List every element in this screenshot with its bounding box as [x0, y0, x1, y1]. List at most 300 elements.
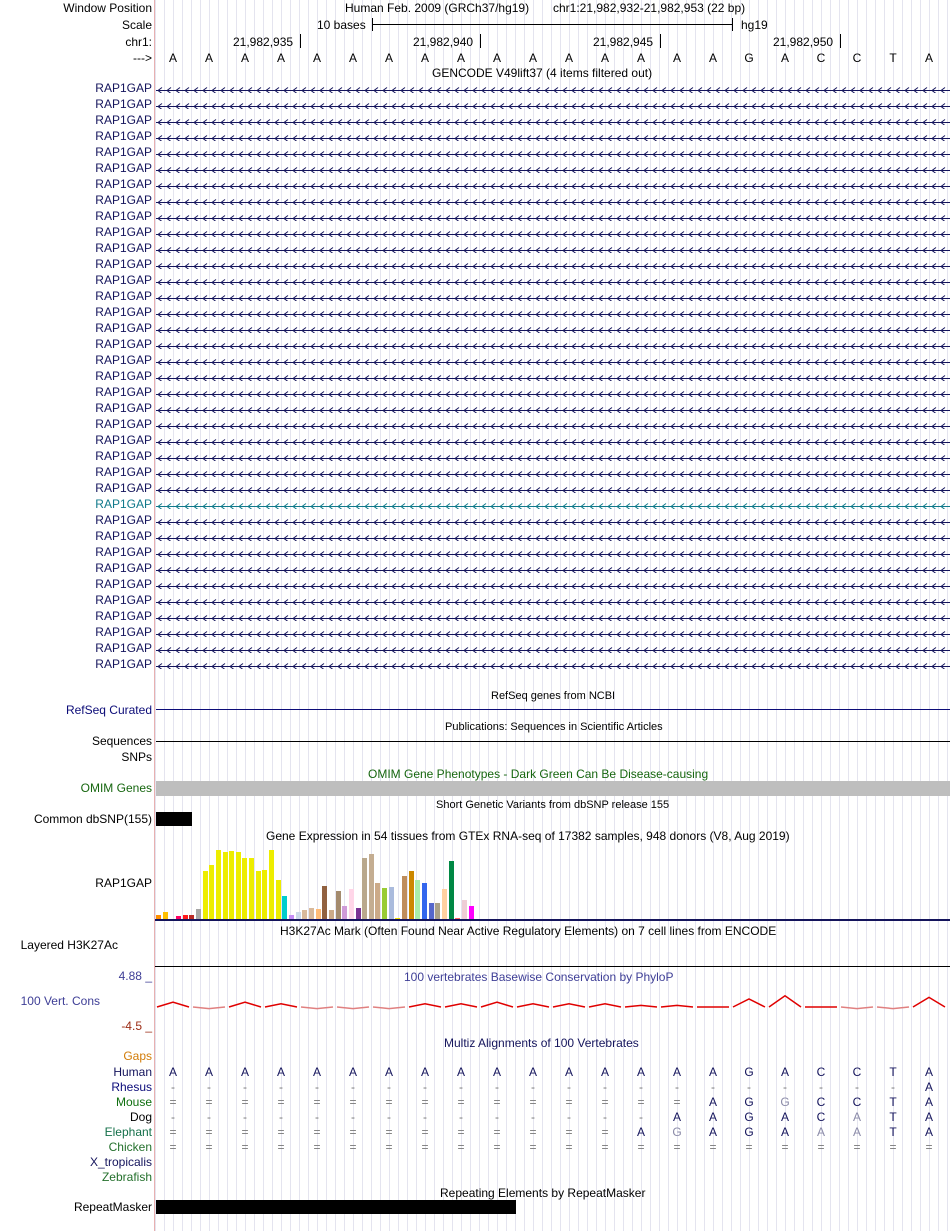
alignment-cell: A — [924, 1110, 933, 1124]
gene-intron-line[interactable] — [156, 372, 950, 381]
gtex-tissue-bar[interactable] — [415, 880, 420, 919]
alignment-cell: = — [421, 1125, 429, 1139]
gene-intron-line[interactable] — [156, 356, 950, 365]
gene-label[interactable]: RAP1GAP — [95, 625, 152, 639]
gtex-gene-label[interactable]: RAP1GAP — [95, 876, 152, 890]
alignment-cell: A — [924, 1095, 933, 1109]
alignment-cell: A — [204, 1065, 213, 1079]
gene-intron-line[interactable] — [156, 388, 950, 397]
base-letter: C — [816, 51, 826, 65]
gtex-tissue-bar[interactable] — [409, 871, 414, 919]
gene-label[interactable]: RAP1GAP — [95, 321, 152, 335]
gtex-tissue-bar[interactable] — [223, 852, 228, 919]
gtex-tissue-bar[interactable] — [349, 889, 354, 919]
dbsnp-label[interactable]: Common dbSNP(155) — [33, 812, 152, 826]
alignment-cell: A — [492, 1065, 501, 1079]
alignment-cell: A — [600, 1065, 609, 1079]
gene-intron-line[interactable] — [156, 164, 950, 173]
alignment-cell: C — [816, 1065, 826, 1079]
alignment-cell: = — [349, 1140, 357, 1154]
conservation-min-label: -4.5 _ — [121, 1019, 152, 1033]
alignment-cell: = — [673, 1095, 681, 1109]
alignment-cell: = — [457, 1140, 465, 1154]
alignment-cell: - — [207, 1080, 211, 1094]
alignment-cell: - — [711, 1080, 715, 1094]
tick-mark-2 — [480, 34, 481, 48]
omim-label[interactable]: OMIM Genes — [80, 781, 152, 795]
alignment-cell: A — [708, 1065, 717, 1079]
gene-label[interactable]: RAP1GAP — [95, 209, 152, 223]
tick-label-4: 21,982,950 — [773, 35, 834, 49]
gtex-tissue-bar[interactable] — [435, 903, 440, 919]
gene-label[interactable]: RAP1GAP — [95, 385, 152, 399]
alignment-cell: - — [351, 1080, 355, 1094]
gene-intron-line[interactable] — [156, 116, 950, 125]
alignment-cell: - — [567, 1080, 571, 1094]
repeatmasker-track-title: Repeating Elements by RepeatMasker — [440, 1186, 646, 1200]
alignment-cell: T — [889, 1065, 897, 1079]
alignment-cell: = — [781, 1140, 789, 1154]
gtex-tissue-bar[interactable] — [369, 854, 374, 919]
gene-label[interactable]: RAP1GAP — [95, 81, 152, 95]
alignment-cell: A — [348, 1065, 357, 1079]
alignment-cell: - — [243, 1080, 247, 1094]
gtex-tissue-bar[interactable] — [276, 880, 281, 919]
gtex-baseline — [155, 919, 950, 921]
alignment-cell: = — [493, 1125, 501, 1139]
refseq-track-title: RefSeq genes from NCBI — [491, 690, 616, 702]
alignment-cell: - — [171, 1080, 175, 1094]
alignment-cell: - — [639, 1080, 643, 1094]
gene-intron-line[interactable] — [156, 532, 950, 541]
alignment-cell: - — [315, 1110, 319, 1124]
gene-label[interactable]: RAP1GAP — [95, 305, 152, 319]
scale-label: Scale — [121, 18, 152, 32]
gene-label[interactable]: RAP1GAP — [95, 273, 152, 287]
alignment-cell: = — [601, 1095, 609, 1109]
chromosome-label: chr1: — [125, 35, 152, 49]
sequences-line[interactable] — [156, 741, 950, 742]
gtex-tissue-bar[interactable] — [309, 908, 314, 919]
gtex-tissue-bar[interactable] — [375, 883, 380, 919]
multiz-track-title: Multiz Alignments of 100 Vertebrates — [444, 1036, 639, 1050]
alignment-cell: G — [744, 1095, 754, 1109]
gene-label[interactable]: RAP1GAP — [95, 129, 152, 143]
gene-label[interactable]: RAP1GAP — [95, 641, 152, 655]
gene-intron-line[interactable] — [156, 324, 950, 333]
gene-label[interactable]: RAP1GAP — [95, 657, 152, 671]
alignment-cell: = — [745, 1140, 753, 1154]
gene-label[interactable]: RAP1GAP — [95, 225, 152, 239]
alignment-cell: A — [924, 1080, 933, 1094]
gtex-tissue-bar[interactable] — [236, 852, 241, 919]
phylop-score-mark — [841, 1007, 873, 1009]
phylop-score-mark — [481, 1002, 513, 1007]
gene-intron-line[interactable] — [156, 276, 950, 285]
alignment-cell: A — [312, 1065, 321, 1079]
gene-label[interactable]: RAP1GAP — [95, 369, 152, 383]
gtex-tissue-bar[interactable] — [336, 891, 341, 919]
alignment-cell: = — [457, 1125, 465, 1139]
alignment-cell: = — [349, 1095, 357, 1109]
gene-label[interactable]: RAP1GAP — [95, 593, 152, 607]
species-label: Elephant — [104, 1125, 152, 1139]
gtex-tissue-bar[interactable] — [262, 870, 267, 919]
alignment-cell: = — [349, 1125, 357, 1139]
gene-label[interactable]: RAP1GAP — [95, 577, 152, 591]
gtex-tissue-bar[interactable] — [462, 900, 467, 919]
alignment-cell: - — [171, 1110, 175, 1124]
window-position-label: Window Position — [63, 1, 152, 15]
gaps-label: Gaps — [123, 1049, 152, 1063]
dbsnp-variant-block[interactable] — [156, 812, 192, 826]
refseq-label[interactable]: RefSeq Curated — [65, 703, 152, 717]
alignment-cell: A — [168, 1065, 177, 1079]
gene-intron-line[interactable] — [156, 516, 950, 525]
gene-intron-line[interactable] — [156, 148, 950, 157]
alignment-cell: C — [852, 1065, 862, 1079]
alignment-cell: A — [780, 1125, 789, 1139]
repeat-element-block[interactable] — [156, 1200, 516, 1214]
gene-label[interactable]: RAP1GAP — [95, 545, 152, 559]
alignment-cell: = — [313, 1140, 321, 1154]
alignment-cell: = — [277, 1140, 285, 1154]
scale-text: 10 bases — [317, 18, 366, 32]
snps-label[interactable]: SNPs — [121, 750, 152, 764]
tick-label-3: 21,982,945 — [593, 35, 654, 49]
species-label: Dog — [129, 1110, 152, 1124]
gene-intron-line[interactable] — [156, 628, 950, 637]
scale-bar-right-cap — [732, 18, 733, 31]
gtex-tissue-bar[interactable] — [296, 912, 301, 919]
alignment-cell: = — [817, 1140, 825, 1154]
base-letter: A — [168, 51, 177, 65]
phylop-score-mark — [517, 1004, 549, 1007]
gene-intron-line[interactable] — [156, 84, 950, 93]
gene-label[interactable]: RAP1GAP — [95, 337, 152, 351]
alignment-cell: = — [241, 1095, 249, 1109]
gene-label[interactable]: RAP1GAP — [95, 449, 152, 463]
alignment-cell: - — [351, 1110, 355, 1124]
alignment-cell: = — [169, 1095, 177, 1109]
gene-label[interactable]: RAP1GAP — [95, 529, 152, 543]
alignment-cell: - — [243, 1110, 247, 1124]
gene-label[interactable]: RAP1GAP — [95, 513, 152, 527]
base-letter: A — [672, 51, 681, 65]
phylop-score-mark — [301, 1007, 333, 1009]
phylop-score-mark — [769, 996, 801, 1007]
phylop-score-mark — [337, 1007, 369, 1009]
gene-intron-line[interactable] — [156, 548, 950, 557]
alignment-cell: A — [456, 1065, 465, 1079]
gene-label[interactable]: RAP1GAP — [95, 97, 152, 111]
gene-label[interactable]: RAP1GAP — [95, 433, 152, 447]
gene-intron-line[interactable] — [156, 260, 950, 269]
gtex-tissue-bar[interactable] — [422, 883, 427, 919]
alignment-cell: G — [780, 1095, 790, 1109]
phylop-score-mark — [661, 1005, 693, 1007]
alignment-cell: = — [673, 1140, 681, 1154]
base-letter: A — [528, 51, 537, 65]
alignment-cell: = — [385, 1125, 393, 1139]
tick-mark-1 — [300, 34, 301, 48]
gtex-tissue-bar[interactable] — [316, 909, 321, 919]
gene-intron-line[interactable] — [156, 596, 950, 605]
gtex-tissue-bar[interactable] — [442, 889, 447, 919]
phylop-score-mark — [625, 1005, 657, 1007]
gene-intron-line[interactable] — [156, 132, 950, 141]
gene-intron-line[interactable] — [156, 196, 950, 205]
base-letter: A — [708, 51, 717, 65]
alignment-cell: A — [636, 1065, 645, 1079]
gtex-tissue-bar[interactable] — [449, 861, 454, 919]
alignment-cell: A — [780, 1065, 789, 1079]
alignment-cell: A — [852, 1110, 861, 1124]
base-letter: A — [204, 51, 213, 65]
gene-label[interactable]: RAP1GAP — [95, 241, 152, 255]
assembly-name: Human Feb. 2009 (GRCh37/hg19) — [345, 1, 530, 15]
gene-label[interactable]: RAP1GAP — [95, 353, 152, 367]
alignment-cell: T — [889, 1125, 897, 1139]
alignment-cell: - — [279, 1110, 283, 1124]
alignment-cell: - — [423, 1110, 427, 1124]
gene-intron-line[interactable] — [156, 500, 950, 509]
gtex-tissue-bar[interactable] — [242, 858, 247, 919]
gtex-tissue-bar[interactable] — [382, 888, 387, 919]
base-letter: A — [492, 51, 501, 65]
gtex-tissue-bar[interactable] — [203, 871, 208, 919]
alignment-cell: = — [277, 1095, 285, 1109]
gene-intron-line[interactable] — [156, 484, 950, 493]
alignment-cell: G — [744, 1125, 754, 1139]
gene-intron-line[interactable] — [156, 244, 950, 253]
base-letter: A — [420, 51, 429, 65]
gene-label[interactable]: RAP1GAP — [95, 177, 152, 191]
gtex-tissue-bar[interactable] — [322, 886, 327, 919]
base-letter: T — [889, 51, 897, 65]
gtex-tissue-bar[interactable] — [302, 910, 307, 919]
gene-intron-line[interactable] — [156, 436, 950, 445]
alignment-cell: - — [603, 1110, 607, 1124]
gtex-tissue-bar[interactable] — [256, 871, 261, 919]
alignment-cell: - — [747, 1080, 751, 1094]
base-letter: A — [348, 51, 357, 65]
gene-intron-line[interactable] — [156, 580, 950, 589]
gene-intron-line[interactable] — [156, 100, 950, 109]
gene-label[interactable]: RAP1GAP — [95, 161, 152, 175]
alignment-cell: = — [169, 1125, 177, 1139]
base-letter: A — [384, 51, 393, 65]
alignment-cell: = — [313, 1095, 321, 1109]
alignment-cell: G — [744, 1110, 754, 1124]
position-range: chr1:21,982,932-21,982,953 (22 bp) — [553, 1, 746, 15]
scale-db: hg19 — [741, 18, 768, 32]
gene-intron-line[interactable] — [156, 404, 950, 413]
gene-label[interactable]: RAP1GAP — [95, 145, 152, 159]
phylop-score-mark — [733, 999, 765, 1007]
alignment-cell: - — [603, 1080, 607, 1094]
alignment-cell: A — [672, 1065, 681, 1079]
track-label-column — [0, 0, 155, 1231]
alignment-cell: = — [637, 1140, 645, 1154]
repeatmasker-label[interactable]: RepeatMasker — [73, 1200, 152, 1214]
base-letter: A — [276, 51, 285, 65]
refseq-gene-line[interactable] — [156, 709, 950, 710]
gene-label[interactable]: RAP1GAP — [95, 289, 152, 303]
alignment-cell: = — [529, 1095, 537, 1109]
phylop-score-mark — [157, 1002, 189, 1007]
alignment-cell: = — [493, 1140, 501, 1154]
alignment-cell: A — [240, 1065, 249, 1079]
alignment-cell: A — [420, 1065, 429, 1079]
alignment-cell: = — [421, 1140, 429, 1154]
phylop-score-mark — [877, 1007, 909, 1009]
gtex-bar-chart[interactable] — [155, 843, 950, 919]
gtex-tissue-bar[interactable] — [329, 910, 334, 919]
sequences-label[interactable]: Sequences — [91, 734, 152, 748]
gene-label[interactable]: RAP1GAP — [95, 417, 152, 431]
alignment-cell: A — [672, 1110, 681, 1124]
phylop-graph[interactable] — [155, 985, 950, 1025]
species-label: Rhesus — [111, 1080, 152, 1094]
gtex-tissue-bar[interactable] — [196, 909, 201, 919]
base-letter: A — [312, 51, 321, 65]
alignment-cell: = — [241, 1125, 249, 1139]
gtex-tissue-bar[interactable] — [362, 858, 367, 919]
alignment-cell: - — [495, 1080, 499, 1094]
alignment-cell: = — [169, 1140, 177, 1154]
gene-label[interactable]: RAP1GAP — [95, 481, 152, 495]
gene-intron-line[interactable] — [156, 420, 950, 429]
phylop-score-mark — [229, 1002, 261, 1007]
gtex-tissue-bar[interactable] — [209, 865, 214, 919]
phylop-score-mark — [409, 1004, 441, 1007]
gene-label[interactable]: RAP1GAP — [95, 561, 152, 575]
gene-intron-line[interactable] — [156, 308, 950, 317]
alignment-cell: A — [924, 1125, 933, 1139]
alignment-cell: T — [889, 1095, 897, 1109]
alignment-cell: - — [459, 1080, 463, 1094]
gene-label[interactable]: RAP1GAP — [95, 257, 152, 271]
phylop-score-mark — [373, 1007, 405, 1009]
alignment-cell: - — [315, 1080, 319, 1094]
alignment-cell: A — [636, 1125, 645, 1139]
alignment-cell: - — [423, 1080, 427, 1094]
alignment-cell: - — [639, 1110, 643, 1124]
alignment-cell: = — [709, 1140, 717, 1154]
gtex-tissue-bar[interactable] — [469, 906, 474, 919]
gene-intron-line[interactable] — [156, 292, 950, 301]
alignment-cell: = — [601, 1140, 609, 1154]
gene-label[interactable]: RAP1GAP — [95, 465, 152, 479]
alignment-cell: = — [241, 1140, 249, 1154]
alignment-cell: - — [459, 1110, 463, 1124]
gtex-tissue-bar[interactable] — [163, 912, 168, 919]
h3k27ac-baseline — [155, 966, 950, 967]
gene-intron-line[interactable] — [156, 228, 950, 237]
phylop-track-title: 100 vertebrates Basewise Conservation by PhyloP — [404, 970, 674, 984]
alignment-cell: - — [531, 1080, 535, 1094]
track-area[interactable] — [155, 0, 950, 1231]
alignment-cell: - — [387, 1110, 391, 1124]
alignment-cell: A — [528, 1065, 537, 1079]
alignment-cell: - — [675, 1080, 679, 1094]
alignment-cell: C — [816, 1110, 826, 1124]
alignment-cell: = — [457, 1095, 465, 1109]
alignment-cell: - — [207, 1110, 211, 1124]
species-label: Mouse — [115, 1095, 152, 1109]
gtex-tissue-bar[interactable] — [389, 887, 394, 919]
gene-intron-line[interactable] — [156, 644, 950, 653]
gtex-tissue-bar[interactable] — [429, 903, 434, 919]
gtex-tissue-bar[interactable] — [402, 876, 407, 919]
gene-label[interactable]: RAP1GAP — [95, 497, 152, 511]
gene-intron-line[interactable] — [156, 564, 950, 573]
alignment-cell: = — [565, 1125, 573, 1139]
alignment-cell: - — [783, 1080, 787, 1094]
h3k27ac-label[interactable]: Layered H3K27Ac — [20, 938, 118, 952]
base-letter: G — [744, 51, 754, 65]
omim-feature-bar[interactable] — [156, 781, 950, 796]
gene-label[interactable]: RAP1GAP — [95, 401, 152, 415]
alignment-cell: = — [889, 1140, 897, 1154]
species-label: Zebrafish — [101, 1170, 152, 1184]
gene-intron-line[interactable] — [156, 660, 950, 669]
alignment-cell: - — [567, 1110, 571, 1124]
base-letter: A — [924, 51, 933, 65]
gene-intron-line[interactable] — [156, 452, 950, 461]
alignment-cell: = — [385, 1140, 393, 1154]
alignment-cell: = — [205, 1140, 213, 1154]
alignment-cell: = — [277, 1125, 285, 1139]
gene-intron-line[interactable] — [156, 212, 950, 221]
alignment-cell: G — [744, 1065, 754, 1079]
alignment-cell: A — [708, 1095, 717, 1109]
gtex-tissue-bar[interactable] — [269, 850, 274, 919]
alignment-cell: T — [889, 1110, 897, 1124]
gene-intron-line[interactable] — [156, 612, 950, 621]
alignment-cell: = — [493, 1095, 501, 1109]
scale-bar — [372, 24, 732, 25]
gtex-tissue-bar[interactable] — [356, 908, 361, 919]
gtex-tissue-bar[interactable] — [216, 850, 221, 919]
scale-bar-left-cap — [372, 18, 373, 31]
alignment-cell: A — [816, 1125, 825, 1139]
alignment-cell: = — [565, 1140, 573, 1154]
gene-label[interactable]: RAP1GAP — [95, 113, 152, 127]
alignment-cell: A — [852, 1125, 861, 1139]
gtex-tissue-bar[interactable] — [229, 851, 234, 919]
base-letter: A — [780, 51, 789, 65]
tick-mark-3 — [660, 34, 661, 48]
gene-label[interactable]: RAP1GAP — [95, 193, 152, 207]
dbsnp-track-title: Short Genetic Variants from dbSNP release 155 — [436, 799, 670, 811]
gtex-track-title: Gene Expression in 54 tissues from GTEx RNA-seq of 17382 samples, 948 donors (V8, Aug 2019) — [266, 829, 790, 843]
alignment-cell: - — [387, 1080, 391, 1094]
gene-label[interactable]: RAP1GAP — [95, 609, 152, 623]
gtex-tissue-bar[interactable] — [282, 896, 287, 919]
alignment-cell: = — [205, 1125, 213, 1139]
gene-intron-line[interactable] — [156, 340, 950, 349]
species-label: Chicken — [108, 1140, 152, 1154]
alignment-cell: A — [564, 1065, 573, 1079]
gene-intron-line[interactable] — [156, 468, 950, 477]
gtex-tissue-bar[interactable] — [342, 906, 347, 919]
base-letter: A — [240, 51, 249, 65]
conservation-label[interactable]: 100 Vert. Cons — [20, 994, 100, 1008]
gene-intron-line[interactable] — [156, 180, 950, 189]
gtex-tissue-bar[interactable] — [249, 858, 254, 919]
